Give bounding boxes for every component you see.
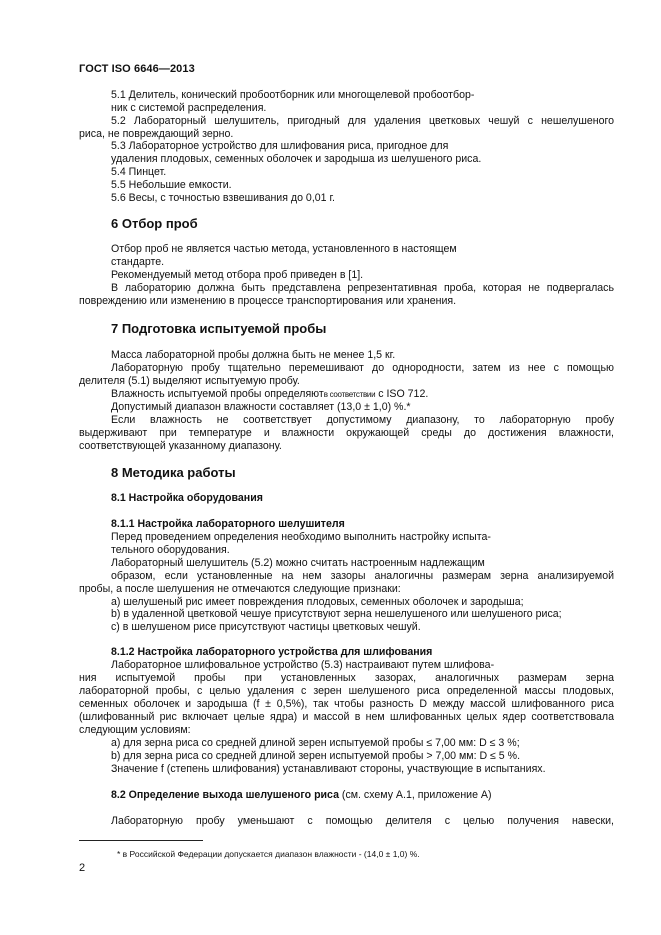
item-5-1-line2: ник с системой распределения. — [111, 102, 267, 114]
s7-line4-c: с ISO 712. — [375, 388, 429, 400]
s812-item-a: а) для зерна риса со средней длиной зерен испытуемой пробы ≤ 7,00 мм: D ≤ 3 %; — [111, 737, 520, 749]
item-5-3-line1: 5.3 Лабораторное устройство для шлифования риса, пригодное для — [111, 140, 449, 152]
s812-line4: семенных оболочек и зародыша (f ± 0,5%), так чтобы разность D между массой шлифованного риса — [79, 698, 614, 710]
document-header: ГОСТ ISO 6646—2013 — [79, 63, 195, 75]
s82-line1: Лабораторную пробу уменьшают с помощью делителя с целью получения навески, — [111, 815, 614, 827]
s812-line5: (шлифованный рис включает целые ядра) и массой в нем шлифованных целых ядер соответствовала — [79, 711, 614, 723]
section-8-2-heading — [111, 789, 492, 802]
section-8-1-heading: 8.1 Настройка оборудования — [111, 492, 263, 504]
section-8-2-ref: (см. схему А.1, приложение А) — [338, 789, 492, 801]
s7-line6: Если влажность не соответствует допустимому диапазону, то лабораторную пробу — [111, 414, 614, 426]
section-8-heading: 8 Методика работы — [111, 465, 236, 480]
s6-line3: Рекомендуемый метод отбора проб приведен в [1]. — [111, 269, 364, 281]
s6-line5: повреждению или изменению в процессе транспортирования или хранения. — [79, 295, 457, 307]
item-5-3-line2: удаления плодовых, семенных оболочек и зародыша из шелушеного риса. — [111, 153, 482, 165]
section-8-1-1-heading: 8.1.1 Настройка лабораторного шелушителя — [111, 518, 345, 530]
s812-item-b: b) для зерна риса со средней длиной зерен испытуемой пробы > 7,00 мм: D ≤ 5 %. — [111, 750, 521, 762]
section-7-heading: 7 Подготовка испытуемой пробы — [111, 321, 327, 336]
page-number: 2 — [79, 862, 86, 874]
s6-line4: В лабораторию должна быть представлена репрезентативная проба, которая не подвергалась — [111, 282, 614, 294]
s7-line4 — [111, 388, 428, 401]
s811-item-b: b) в удаленной цветковой чешуе присутствуют зерна нешелушеного или шелушеного риса; — [111, 608, 562, 620]
section-8-2-title: 8.2 Определение выхода шелушеного риса — [111, 789, 339, 801]
s7-line3: делителя (5.1) выделяют испытуемую пробу. — [79, 375, 300, 387]
s6-line1: Отбор проб не является частью метода, установленного в настоящем — [111, 243, 457, 255]
s811-line2: тельного оборудования. — [111, 544, 230, 556]
item-5-4: 5.4 Пинцет. — [111, 166, 167, 178]
item-5-5: 5.5 Небольшие емкости. — [111, 179, 232, 191]
s812-line1: Лабораторное шлифовальное устройство (5.3) настраивают путем шлифова- — [111, 659, 495, 671]
s7-line8: соответствующей указанному диапазону. — [79, 440, 282, 452]
s7-line5: Допустимый диапазон влажности составляет (13,0 ± 1,0) %.* — [111, 401, 411, 413]
s7-line4-a: Влажность испытуемой пробы определяют — [111, 388, 324, 400]
section-8-1-2-heading: 8.1.2 Настройка лабораторного устройства для шлифования — [111, 646, 433, 658]
footnote: * в Российской Федерации допускается диапазон влажности - (14,0 ± 1,0) %. — [117, 849, 420, 859]
s811-line1: Перед проведением определения необходимо выполнить настройку испыта- — [111, 531, 491, 543]
item-5-1-line1: 5.1 Делитель, конический пробоотборник или многощелевой пробоотбор- — [111, 89, 475, 101]
s7-line7: выдерживают при температуре и влажности окружающей среды до достижения влажности, — [79, 427, 614, 439]
s812-line3: лабораторной пробы, с целью удаления с зерен шелушеного риса определенной массы плодовых, — [79, 685, 614, 697]
s811-line3: Лабораторный шелушитель (5.2) можно считать настроенным надлежащим — [111, 557, 485, 569]
item-5-2-line2: риса, не повреждающий зерно. — [79, 128, 234, 140]
s811-item-c: c) в шелушеном рисе присутствуют частицы цветковых чешуй. — [111, 621, 421, 633]
footnote-separator — [79, 840, 203, 841]
item-5-6: 5.6 Весы, с точностью взвешивания до 0,01 г. — [111, 192, 335, 204]
s812-line2: ния испытуемой пробы при установленных зазорах, аналогичных размерам зерна — [79, 672, 614, 684]
s811-line5: пробы, а после шелушения не отмечаются следующие признаки: — [79, 583, 401, 595]
s7-line2: Лабораторную пробу тщательно перемешивают до однородности, затем из нее с помощью — [111, 362, 614, 374]
s812-line6: следующим условиям: — [79, 724, 191, 736]
s811-line4: образом, если установленные на нем зазоры аналогичны размерам зерна анализируемой — [111, 570, 614, 582]
s7-line4-b: в соответствии — [323, 390, 376, 399]
s811-item-a: а) шелушеный рис имеет повреждения плодовых, семенных оболочек и зародыша; — [111, 596, 524, 608]
s7-line1: Масса лабораторной пробы должна быть не менее 1,5 кг. — [111, 349, 396, 361]
section-6-heading: 6 Отбор проб — [111, 216, 198, 231]
s6-line2: стандарте. — [111, 256, 165, 268]
item-5-2-line1: 5.2 Лабораторный шелушитель, пригодный для удаления цветковых чешуй с нешелушеного — [111, 115, 614, 127]
s812-line9: Значение f (степень шлифования) устанавливают стороны, участвующие в испытаниях. — [111, 763, 546, 775]
